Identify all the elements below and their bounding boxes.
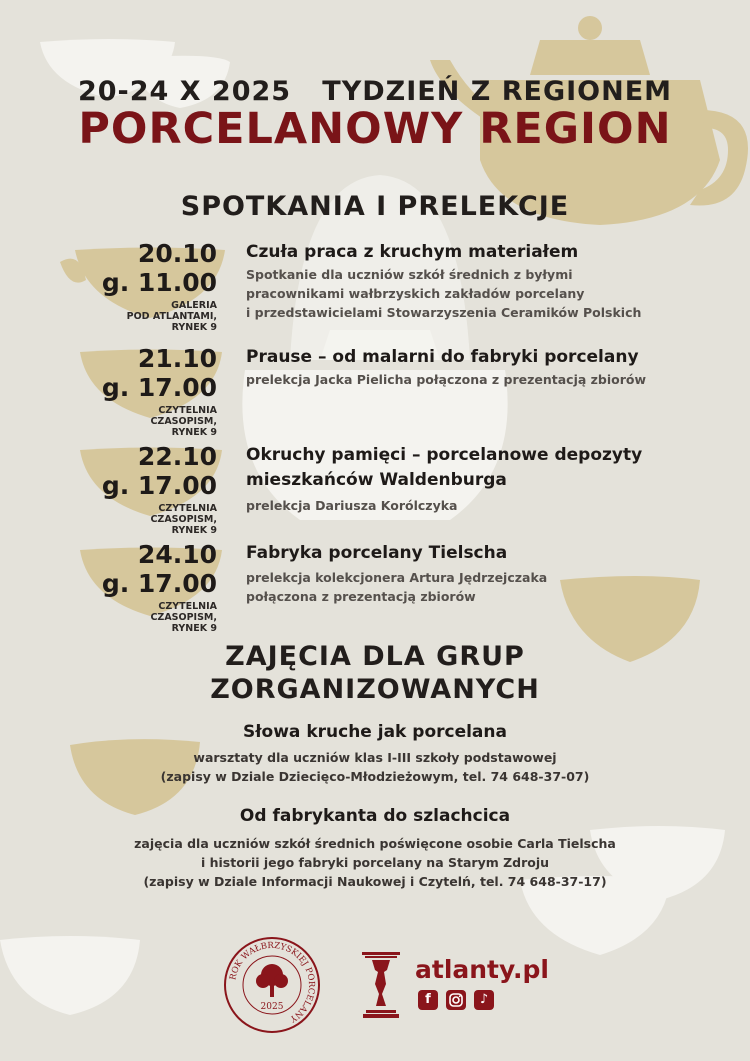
event-description: prelekcja Dariusza Korólczyka (246, 498, 458, 513)
workshop-description: warsztaty dla uczniów klas I-III szkoły podstawowej (zapisy w Dziale Dziecięco-Młodzieżowym, tel. 74 648-37-07) (160, 750, 590, 784)
event-title: Okruchy pamięci – porcelanowe depozyty mieszkańców Waldenburga (246, 445, 643, 490)
seal-year: 2025 (260, 1002, 284, 1012)
section-title-meetings: SPOTKANIA I PRELEKCJE (180, 191, 570, 222)
tiktok-icon[interactable]: ♪ (474, 990, 494, 1010)
event-time: g. 11.00 (101, 268, 217, 297)
facebook-icon[interactable]: f (418, 990, 438, 1010)
workshop-title: Od fabrykanta do szlachcica (239, 806, 511, 826)
event-description: Spotkanie dla uczniów szkół średnich z byłymi pracownikami wałbrzyskich zakładów porcelany i przedstawicielami Stowarzyszenia Ceramików Polskich (246, 267, 642, 320)
workshop-title: Słowa kruche jak porcelana (243, 722, 507, 742)
website-link[interactable]: atlanty.pl (415, 955, 549, 984)
seal-logo (222, 935, 322, 1035)
event-title: Czuła praca z kruchym materiałem (246, 242, 579, 262)
event-place: CZYTELNIA CZASOPISM, RYNEK 9 (150, 503, 217, 536)
week-title: TYDZIEŃ Z REGIONEM (322, 76, 673, 107)
header-week-line (0, 76, 750, 107)
event-title: Fabryka porcelany Tielscha (246, 543, 508, 563)
instagram-icon[interactable] (446, 990, 466, 1010)
event-place: CZYTELNIA CZASOPISM, RYNEK 9 (150, 405, 217, 438)
event-time: g. 17.00 (101, 471, 217, 500)
date-range: 20-24 X 2025 (77, 76, 292, 107)
event-place: GALERIA POD ATLANTAMI, RYNEK 9 (126, 300, 217, 333)
event-date: 21.10 (137, 344, 217, 373)
event-description: prelekcja kolekcjonera Artura Jędrzejczaka połączona z prezentacją zbiorów (246, 570, 548, 604)
workshop-description: zajęcia dla uczniów szkół średnich poświęcone osobie Carla Tielscha i historii jego fabryki porcelany na Starym Zdroju (zapisy w Dziale Informacji Naukowej i Czytelń, tel. 74 648-37-17) (134, 836, 616, 889)
event-place: CZYTELNIA CZASOPISM, RYNEK 9 (150, 601, 217, 634)
event-date: 22.10 (137, 442, 217, 471)
section-title-groups: ZAJĘCIA DLA GRUP ZORGANIZOWANYCH (210, 641, 540, 705)
event-date: 20.10 (137, 239, 217, 268)
atlas-logo (360, 950, 402, 1020)
event-date: 24.10 (137, 540, 217, 569)
event-time: g. 17.00 (101, 373, 217, 402)
event-description: prelekcja Jacka Pielicha połączona z prezentacją zbiorów (246, 372, 647, 387)
main-title: PORCELANOWY REGION (78, 104, 672, 154)
seal-text: ROK WAŁBRZYSKIEJ PORCELANY (228, 940, 317, 1024)
event-time: g. 17.00 (101, 569, 217, 598)
event-title: Prause – od malarni do fabryki porcelany (246, 347, 639, 367)
